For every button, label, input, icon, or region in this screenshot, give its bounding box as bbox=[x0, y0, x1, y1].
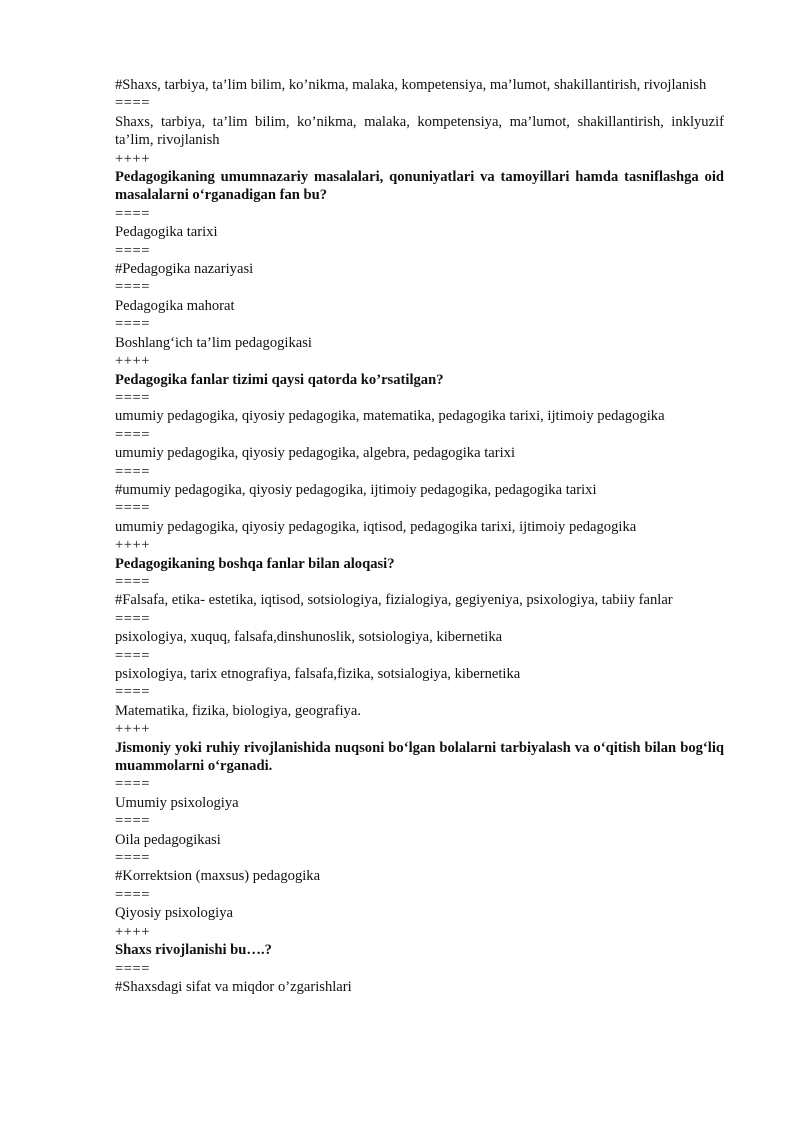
answer-option: umumiy pedagogika, qiyosiy pedagogika, matematika, pedagogika tarixi, ijtimoiy pedagogika bbox=[115, 408, 665, 425]
answer-option: #Korrektsion (maxsus) pedagogika bbox=[115, 868, 321, 885]
question-text: Pedagogika fanlar tizimi qaysi qatorda ko’rsatilgan? bbox=[115, 371, 444, 388]
question-separator: ++++ bbox=[115, 150, 150, 167]
answer-option: #Falsafa, etika- estetika, iqtisod, sotsiologiya, fizialogiya, gegiyeniya, psixologiya, tabiiy fanlar bbox=[115, 592, 673, 609]
question-separator: ++++ bbox=[115, 537, 150, 554]
answer-separator: ==== bbox=[115, 316, 150, 333]
question-text: Pedagogikaning boshqa fanlar bilan aloqasi? bbox=[115, 555, 395, 572]
question-text: Jismoniy yoki ruhiy rivojlanishida nuqsoni bo‘lgan bolalarni tarbiyalash va o‘qitish bilan bog‘liq muammolarni o‘rganadi. bbox=[115, 739, 724, 775]
answer-separator: ==== bbox=[115, 610, 150, 627]
answer-separator: ==== bbox=[115, 463, 150, 480]
answer-option: psixologiya, xuquq, falsafa,dinshunoslik, sotsiologiya, kibernetika bbox=[115, 629, 503, 646]
answer-option: Pedagogika mahorat bbox=[115, 297, 235, 314]
answer-separator: ==== bbox=[115, 960, 150, 977]
answer-separator: ==== bbox=[115, 242, 150, 259]
answer-option: #Pedagogika nazariyasi bbox=[115, 261, 254, 278]
answer-separator: ==== bbox=[115, 95, 150, 112]
answer-separator: ==== bbox=[115, 279, 150, 296]
question-text: Pedagogikaning umumnazariy masalalari, qonuniyatlari va tamoyillari hamda tasniflashga oid masalalarni o‘rganadigan fan bu? bbox=[115, 169, 724, 204]
answer-option: #Shaxs, tarbiya, ta’lim bilim, ko’nikma, malaka, kompetensiya, ma’lumot, shakillantirish, rivojlanish bbox=[115, 77, 707, 93]
answer-separator: ==== bbox=[115, 573, 150, 590]
question-text: Shaxs rivojlanishi bu….? bbox=[115, 942, 272, 959]
answer-option: umumiy pedagogika, qiyosiy pedagogika, algebra, pedagogika tarixi bbox=[115, 445, 516, 462]
answer-separator: ==== bbox=[115, 500, 150, 517]
answer-option: Qiyosiy psixologiya bbox=[115, 905, 233, 922]
question-separator: ++++ bbox=[115, 353, 150, 370]
answer-separator: ==== bbox=[115, 389, 150, 406]
answer-option: Shaxs, tarbiya, ta’lim bilim, ko’nikma, malaka, kompetensiya, ma’lumot, shakillantirish, inklyuzif ta’lim, rivojlanish bbox=[115, 113, 724, 149]
answer-option: #umumiy pedagogika, qiyosiy pedagogika, ijtimoiy pedagogika, pedagogika tarixi bbox=[115, 481, 597, 498]
answer-separator: ==== bbox=[115, 205, 150, 222]
answer-separator: ==== bbox=[115, 776, 150, 793]
answer-separator: ==== bbox=[115, 647, 150, 664]
answer-separator: ==== bbox=[115, 850, 150, 867]
answer-option: umumiy pedagogika, qiyosiy pedagogika, iqtisod, pedagogika tarixi, ijtimoiy pedagogika bbox=[115, 518, 637, 535]
question-separator: ++++ bbox=[115, 923, 150, 940]
answer-option: Pedagogika tarixi bbox=[115, 224, 218, 241]
answer-option: Umumiy psixologiya bbox=[115, 794, 239, 811]
answer-separator: ==== bbox=[115, 886, 150, 903]
answer-option: psixologiya, tarix etnografiya, falsafa,fizika, sotsialogiya, kibernetika bbox=[115, 666, 521, 682]
answer-option: Boshlang‘ich ta’lim pedagogikasi bbox=[115, 334, 312, 351]
document-page bbox=[115, 76, 724, 996]
answer-option: Oila pedagogikasi bbox=[115, 831, 221, 848]
answer-separator: ==== bbox=[115, 426, 150, 443]
answer-separator: ==== bbox=[115, 813, 150, 830]
question-separator: ++++ bbox=[115, 721, 150, 738]
answer-option: #Shaxsdagi sifat va miqdor o’zgarishlari bbox=[115, 978, 352, 995]
answer-separator: ==== bbox=[115, 684, 150, 701]
answer-option: Matematika, fizika, biologiya, geografiya. bbox=[115, 702, 361, 719]
